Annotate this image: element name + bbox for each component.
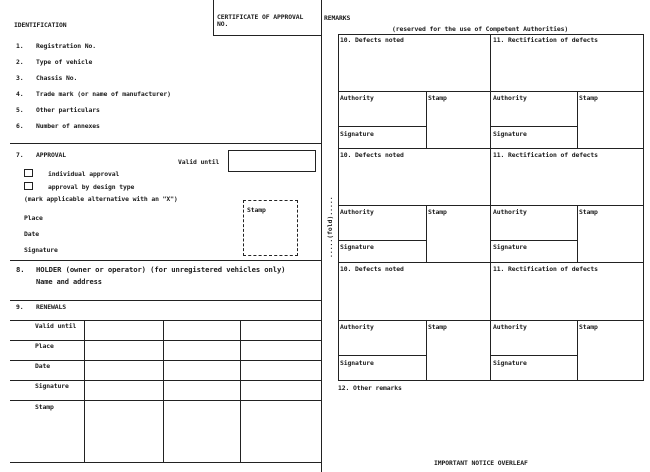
remarks-title: REMARKS bbox=[324, 14, 351, 22]
section-divider bbox=[10, 300, 321, 301]
grid-mid-line bbox=[490, 34, 491, 381]
grid-line bbox=[338, 205, 644, 206]
section-divider bbox=[10, 260, 321, 261]
certificate-label: CERTIFICATE OF APPROVAL bbox=[217, 13, 304, 21]
stamp-label: Stamp bbox=[428, 94, 447, 102]
table-line bbox=[10, 462, 321, 463]
table-col-line bbox=[240, 320, 241, 462]
section-divider bbox=[10, 143, 321, 144]
trade-mark-label: Trade mark (or name of manufacturer) bbox=[36, 90, 171, 98]
grid-line bbox=[577, 320, 578, 381]
signature-label: Signature bbox=[24, 246, 58, 254]
approval-num: 7. bbox=[16, 151, 24, 159]
approval-title: APPROVAL bbox=[36, 151, 66, 159]
authority-label: Authority bbox=[493, 94, 527, 102]
rectification-label: 11. Rectification of defects bbox=[493, 265, 598, 273]
identification-title: IDENTIFICATION bbox=[14, 21, 67, 29]
grid-line bbox=[490, 355, 577, 356]
rectification-label: 11. Rectification of defects bbox=[493, 36, 598, 44]
renewal-signature-label: Signature bbox=[35, 382, 69, 390]
authority-label: Authority bbox=[340, 94, 374, 102]
page-divider bbox=[321, 0, 322, 472]
signature-label: Signature bbox=[493, 130, 527, 138]
grid-line bbox=[338, 355, 426, 356]
item-num: 1. bbox=[16, 42, 24, 50]
stamp-label: Stamp bbox=[428, 208, 447, 216]
individual-approval-checkbox[interactable] bbox=[24, 169, 33, 177]
stamp-label: Stamp bbox=[579, 323, 598, 331]
grid-line bbox=[426, 320, 427, 381]
holder-title: HOLDER (owner or operator) (for unregistered vehicles only) bbox=[36, 265, 286, 274]
place-label: Place bbox=[24, 214, 43, 222]
item-num: 4. bbox=[16, 90, 24, 98]
signature-label: Signature bbox=[493, 243, 527, 251]
authority-label: Authority bbox=[493, 208, 527, 216]
grid-line bbox=[338, 262, 644, 263]
other-particulars-label: Other particulars bbox=[36, 106, 100, 114]
grid-line bbox=[338, 320, 644, 321]
rectification-label: 11. Rectification of defects bbox=[493, 151, 598, 159]
valid-until-field[interactable] bbox=[228, 150, 316, 172]
holder-num: 8. bbox=[16, 265, 25, 274]
signature-label: Signature bbox=[493, 359, 527, 367]
renewal-valid-until-label: Valid until bbox=[35, 322, 77, 330]
grid-line bbox=[338, 240, 426, 241]
grid-line bbox=[490, 240, 577, 241]
name-address-label: Name and address bbox=[36, 278, 102, 286]
important-notice: IMPORTANT NOTICE OVERLEAF bbox=[434, 459, 528, 467]
table-col-line bbox=[163, 320, 164, 462]
item-num: 3. bbox=[16, 74, 24, 82]
individual-approval-label: individual approval bbox=[48, 170, 120, 178]
stamp-label: Stamp bbox=[579, 208, 598, 216]
defects-noted-label: 10. Defects noted bbox=[340, 265, 404, 273]
grid-line bbox=[426, 91, 427, 148]
design-type-approval-label: approval by design type bbox=[48, 183, 135, 191]
defects-noted-label: 10. Defects noted bbox=[340, 151, 404, 159]
stamp-label: Stamp bbox=[428, 323, 447, 331]
fold-marker: .....(fold)..... bbox=[326, 196, 334, 258]
signature-label: Signature bbox=[340, 359, 374, 367]
design-type-approval-checkbox[interactable] bbox=[24, 182, 33, 190]
table-line bbox=[10, 400, 321, 401]
grid-line bbox=[338, 126, 426, 127]
approval-note: (mark applicable alternative with an "X") bbox=[24, 195, 178, 203]
item-num: 5. bbox=[16, 106, 24, 114]
item-num: 2. bbox=[16, 58, 24, 66]
renewals-title: RENEWALS bbox=[36, 303, 66, 311]
grid-line bbox=[490, 126, 577, 127]
signature-label: Signature bbox=[340, 243, 374, 251]
authority-label: Authority bbox=[493, 323, 527, 331]
date-label: Date bbox=[24, 230, 39, 238]
table-line bbox=[10, 380, 321, 381]
certificate-box-bottom bbox=[213, 35, 321, 36]
grid-line bbox=[426, 205, 427, 262]
table-col-line bbox=[84, 320, 85, 462]
renewals-num: 9. bbox=[16, 303, 24, 311]
annexes-label: Number of annexes bbox=[36, 122, 100, 130]
grid-line bbox=[577, 205, 578, 262]
other-remarks-label: 12. Other remarks bbox=[338, 384, 402, 392]
vehicle-type-label: Type of vehicle bbox=[36, 58, 93, 66]
renewal-stamp-label: Stamp bbox=[35, 403, 54, 411]
table-line bbox=[10, 320, 321, 321]
authority-label: Authority bbox=[340, 323, 374, 331]
table-line bbox=[10, 340, 321, 341]
stamp-label: Stamp bbox=[579, 94, 598, 102]
table-line bbox=[10, 360, 321, 361]
chassis-no-label: Chassis No. bbox=[36, 74, 78, 82]
signature-label: Signature bbox=[340, 130, 374, 138]
grid-line bbox=[577, 91, 578, 148]
defects-noted-label: 10. Defects noted bbox=[340, 36, 404, 44]
remarks-subtitle: (reserved for the use of Competent Authorities) bbox=[392, 25, 569, 33]
item-num: 6. bbox=[16, 122, 24, 130]
authority-label: Authority bbox=[340, 208, 374, 216]
certificate-box-left bbox=[213, 0, 214, 35]
stamp-label: Stamp bbox=[247, 206, 266, 214]
certificate-no: NO. bbox=[217, 20, 229, 28]
remarks-grid bbox=[338, 34, 644, 381]
valid-until-label: Valid until bbox=[178, 158, 220, 166]
grid-line bbox=[338, 91, 644, 92]
renewal-date-label: Date bbox=[35, 362, 50, 370]
renewal-place-label: Place bbox=[35, 342, 54, 350]
grid-line bbox=[338, 148, 644, 149]
registration-no-label: Registration No. bbox=[36, 42, 96, 50]
